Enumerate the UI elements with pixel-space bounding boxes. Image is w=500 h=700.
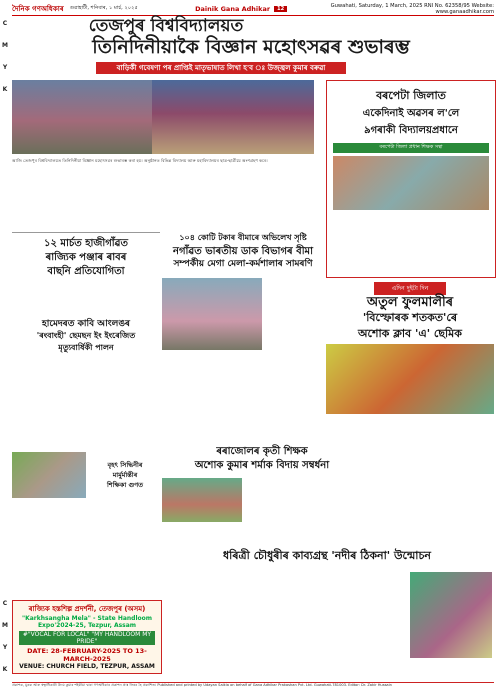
story6-title3: শিক্ষিকা গুণত bbox=[106, 481, 144, 489]
cmyk-marker-y: Y bbox=[2, 64, 8, 71]
lead-headline-line1: তেজপুৰ বিশ্ববিদ্যালয়ত bbox=[88, 16, 244, 36]
divider bbox=[12, 232, 160, 233]
story3-title1: ১২ মাৰ্চত হাজীগাঁৱত bbox=[43, 238, 129, 249]
handloom-expo-ad bbox=[12, 600, 162, 674]
masthead-right-info: Guwahati, Saturday, 1 March, 2025 RNI No. 62358/95 Website: www.ganaadhikar.com bbox=[330, 3, 494, 15]
lead-headline-line2: তিনিদিনীয়াকৈ বিজ্ঞান মহোৎসৱৰ শুভাৰম্ভ bbox=[92, 36, 410, 58]
sidebox-strip: বৰপেটা জিলা প্ৰধান শিক্ষক সন্থা bbox=[333, 143, 489, 153]
ad-line5: VENUE: CHURCH FIELD, TEZPUR, ASSAM bbox=[19, 663, 155, 670]
story7-title2: অশোক কুমাৰ শৰ্মাক বিদায় সম্বৰ্ধনা bbox=[194, 460, 330, 471]
masthead-date: গুৱাহাটী, শনিবাৰ, ১ মাৰ্চ, ২০২৫ bbox=[69, 5, 138, 11]
ad-line2: "Karkhsangha Mela" - State Handloom Expo'2024-25, Tezpur, Assam bbox=[21, 615, 153, 629]
sidebox-photo bbox=[333, 156, 489, 210]
story6-photo bbox=[12, 452, 86, 498]
story4-title2: 'ৰংবাংহী' ছেমছন ইং ইংৰেজিত bbox=[36, 331, 136, 340]
sidebox-title1: বৰপেটা জিলাত bbox=[376, 89, 446, 102]
cmyk-marker-m-bottom: M bbox=[2, 622, 8, 629]
story4-title1: হামেদৰত কাবি আংলঙৰ bbox=[41, 319, 130, 329]
cmyk-marker-k: K bbox=[2, 86, 8, 93]
masthead-paper-name: Dainik Gana Adhikar bbox=[195, 5, 271, 13]
story6-title2: মাৰ্মুৰ্মান্তীৰ bbox=[112, 471, 138, 479]
story6-title1: বৃহৎ সিদ্ধিনীৰ bbox=[107, 461, 143, 469]
story8-photo bbox=[410, 572, 492, 658]
story5-title1: ১০৪ কোটি টকাৰ বীমাৰে অভিলেখ সৃষ্টি bbox=[179, 233, 307, 242]
sidebox-title2: একেদিনাই অৱসৰ ল'লে bbox=[362, 108, 460, 119]
story3-title2: ৰাজ্যিক পঞ্জাৰ ৰাবৰ bbox=[45, 252, 127, 263]
cmyk-marker-m: M bbox=[2, 42, 8, 49]
story8-title: ধৰিত্ৰী চৌধুৰীৰ কাব্যগ্ৰন্থ 'নদীৰ ঠিকনা' উন্মোচন bbox=[223, 549, 431, 562]
imprint-footer: প্ৰকাশক, মুদ্ৰক আৰু স্বত্বাধিকাৰী উদয় কুমাৰ শইকীয়া দ্বাৰা গণঅধিকাৰ প্ৰকাশন প্ৰাঃ লিঃৰ হৈ প্ৰকাশিত। Published and printed by Udayan Saikia on behalf of Gana Adhikar Prakashan Pvt. Ltd. Guwahati-781003. Editor: Dr. Zakir Hussain bbox=[12, 682, 494, 687]
cmyk-marker-c: C bbox=[2, 20, 8, 27]
tag-box bbox=[326, 282, 494, 295]
cmyk-marker-c-bottom: C bbox=[2, 600, 8, 607]
newspaper-logo: দৈনিক গণঅধিকাৰ bbox=[12, 5, 64, 13]
story5-title3: সম্পৰ্কীয় মেগা মেলা-কৰ্মশালাৰ সামৰণি bbox=[173, 259, 313, 269]
story2-photo bbox=[326, 344, 494, 414]
story2-title3: অশোক ক্লাব 'এ' ছেমিক bbox=[358, 327, 462, 340]
ad-line1: ৰাজ্যিক হস্তশিল্প প্ৰদৰ্শনী, তেজপুৰ (অসম) bbox=[28, 605, 146, 613]
lead-banner: বাড়িৰ্কী গবেষণা পৰ প্ৰাপ্তিই মাতৃভাষাত লিখা হ'ব ঃ উজ্জ্বল কুমাৰ বৰুৱা bbox=[96, 62, 346, 74]
story7-photo bbox=[162, 478, 242, 522]
story2-title2: 'বিস্ফোৰক শতকত'ৰে bbox=[362, 311, 458, 324]
story4-title3: মৃত্যুবাৰ্ষিকী পালন bbox=[58, 343, 114, 352]
story7-title1: ৰৰাজোলৰ কৃতী শিক্ষক bbox=[216, 446, 308, 457]
cmyk-marker-y-bottom: Y bbox=[2, 644, 8, 651]
story2-title1: অতুল ফুলমালীৰ bbox=[366, 295, 454, 310]
cmyk-marker-k-bottom: K bbox=[2, 666, 8, 673]
sidebox-story bbox=[326, 80, 496, 278]
masthead bbox=[12, 3, 494, 16]
story3-title3: বাছনি প্ৰতিযোগিতা bbox=[47, 266, 125, 277]
ad-line4: DATE: 28-FEBRUARY-2025 TO 13-MARCH-2025 bbox=[27, 647, 147, 663]
lead-body-text: আজি তেজপুৰ বিশ্ববিদ্যালয়ত তিনিদিনীয়া বিজ্ঞান মহোৎসৱৰ শুভাৰম্ভ কৰা হয়। অনুষ্ঠানত বিভিন্ন বিদ্যালয় আৰু মহাবিদ্যালয়ৰ ছাত্ৰ-ছাত্ৰীয়ে অংশগ্ৰহণ কৰে। bbox=[12, 158, 268, 163]
story5-title2: নগাঁৱত ভাৰতীয় ডাক বিভাগৰ বীমা bbox=[172, 246, 314, 257]
section-tag: এদিন দুইটা দিন bbox=[374, 282, 446, 295]
sidebox-title3: ৯গৰাকী বিদ্যালয়প্ৰধানে bbox=[364, 125, 458, 136]
ad-line3: #"VOCAL FOR LOCAL" "MY HANDLOOM MY PRIDE" bbox=[19, 631, 155, 645]
lead-photo-2 bbox=[152, 80, 314, 154]
story5-photo bbox=[162, 278, 262, 350]
lead-photo-1 bbox=[12, 80, 152, 154]
page-number: 12 bbox=[274, 6, 287, 12]
